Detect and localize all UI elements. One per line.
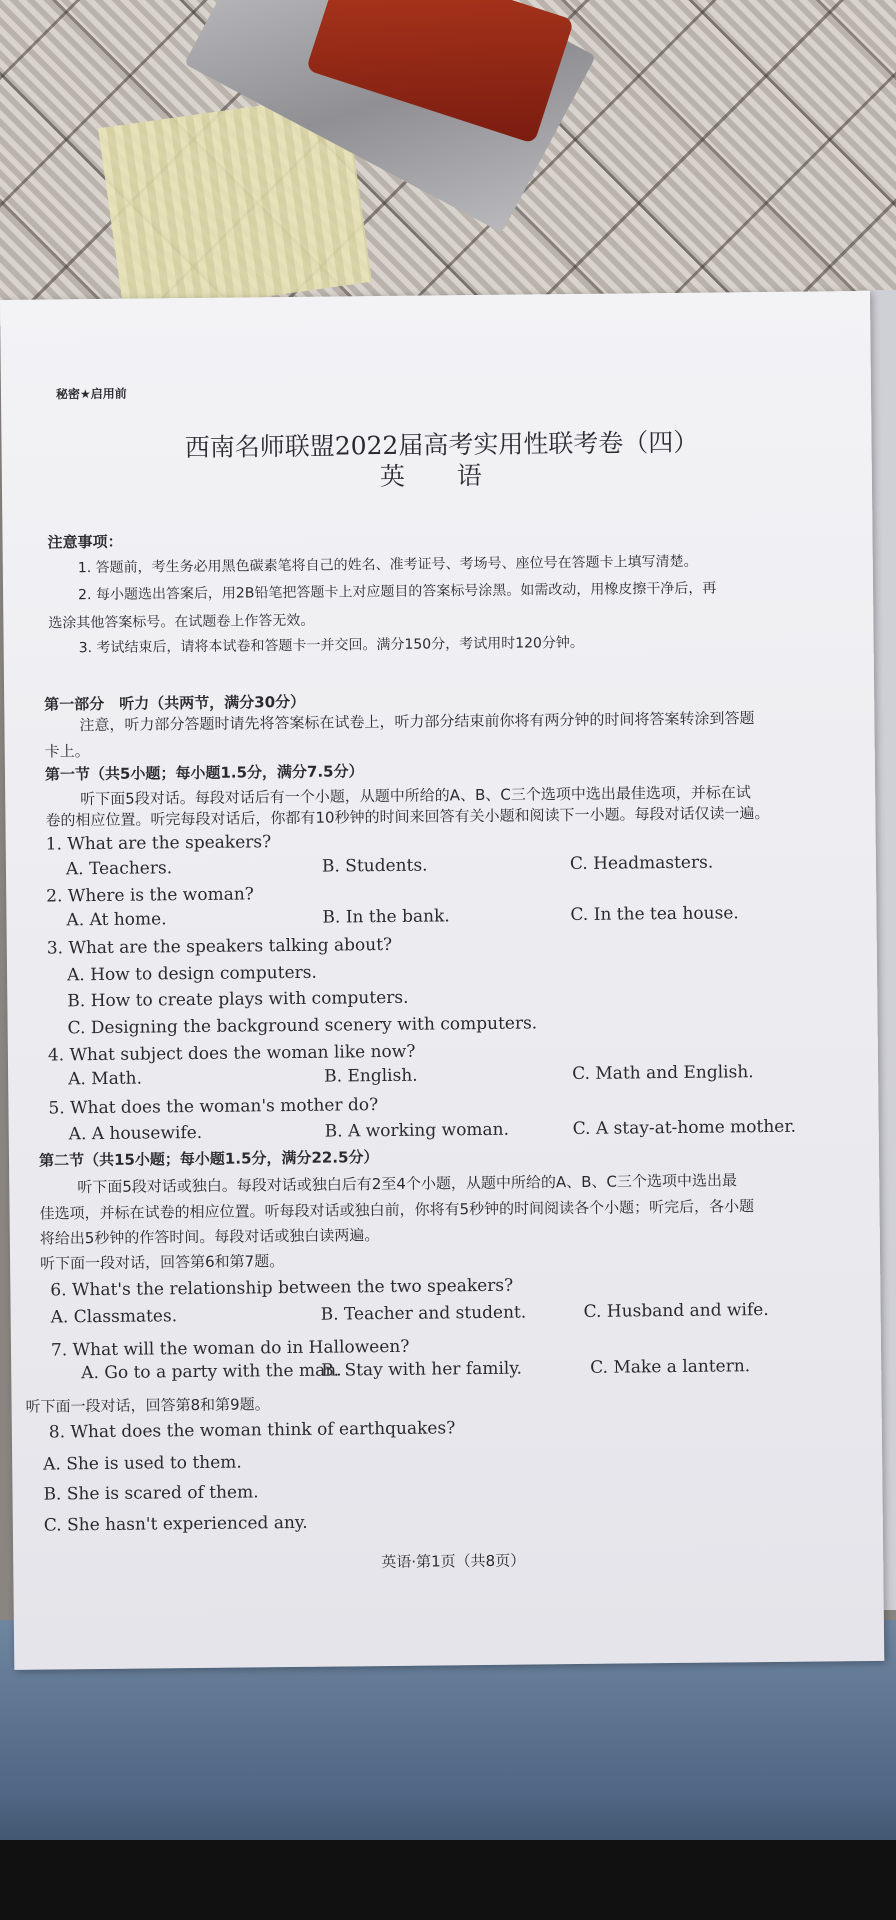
option-a: A. Classmates. [50, 1306, 178, 1328]
notice-item: 1. 答题前，考生务必用黑色碳素笔将自己的姓名、准考证号、考场号、座位号在答题卡上填写清楚。 [77, 553, 698, 577]
option-c: C. In the tea house. [570, 903, 739, 926]
notice-item: 2. 每小题选出答案后，用2B铅笔把答题卡上对应题目的答案标号涂黑。如需改动，用橡皮擦干净后，再 [78, 580, 717, 604]
section2-instructions: 将给出5秒钟的作答时间。每段对话或独白读两遍。 [39, 1226, 380, 1248]
notice-item: 选涂其他答案标号。在试题卷上作答无效。 [48, 612, 315, 632]
section2-instructions: 听下面5段对话或独白。每段对话或独白后有2至4个小题，从题中所给的A、B、C三个选项中选出最 [77, 1171, 738, 1197]
part1-note: 卡上。 [44, 742, 90, 761]
question-text: 4. What subject does the woman like now? [47, 1041, 416, 1066]
subject-title: 英 语 [379, 460, 504, 492]
option-c: C. Husband and wife. [583, 1300, 769, 1322]
option-a: A. Go to a party with the man. [81, 1360, 342, 1384]
section2-heading: 第二节（共15小题；每小题1.5分，满分22.5分） [38, 1148, 379, 1170]
option-c: C. A stay-at-home mother. [572, 1116, 797, 1140]
question-text: 2. Where is the woman? [46, 884, 254, 907]
option-b: B. She is scared of them. [43, 1482, 259, 1505]
option-c: C. She hasn't experienced any. [43, 1512, 308, 1536]
option-b: B. Students. [321, 855, 428, 877]
option-a: A. A housewife. [68, 1122, 203, 1145]
part1-note: 注意，听力部分答题时请先将答案标在试卷上，听力部分结束前你将有两分钟的时间将答案转涂到答题 [79, 709, 755, 735]
option-a: A. Math. [68, 1068, 143, 1090]
option-c: C. Math and English. [572, 1062, 754, 1085]
page-title: 西南名师联盟2022届高考实用性联考卷（四） [184, 427, 699, 463]
option-a: A. She is used to them. [43, 1452, 242, 1475]
option-c: C. Make a lantern. [590, 1356, 751, 1378]
option-b: B. A working woman. [324, 1119, 510, 1142]
question-text: 1. What are the speakers? [45, 832, 272, 855]
section1-instructions: 听下面5段对话。每段对话后有一个小题，从题中所给的A、B、C三个选项中选出最佳选项，并标在试 [80, 783, 751, 809]
notice-item: 3. 考试结束后，请将本试卷和答题卡一并交回。满分150分，考试用时120分钟。 [78, 634, 584, 657]
question-text: 3. What are the speakers talking about? [46, 934, 393, 959]
option-a: A. How to design computers. [66, 962, 317, 986]
section2-instructions: 佳选项，并标在试卷的相应位置。听每段对话或独白前，你将有5秒钟的时间阅读各个小题；听完后，各小题 [39, 1197, 755, 1223]
lead-q6-7: 听下面一段对话，回答第6和第7题。 [39, 1252, 285, 1273]
option-a: A. Teachers. [65, 858, 173, 880]
section1-instructions: 卷的相应位置。听完每段对话后，你都有10秒钟的时间来回答有关小题和阅读下一小题。每段对话仅读一遍。 [45, 803, 770, 830]
question-text: 6. What's the relationship between the two speakers? [50, 1275, 514, 1301]
dark-floor [0, 1840, 896, 1920]
confidential-label: 秘密★启用前 [55, 386, 127, 402]
exam-paper [0, 291, 884, 1670]
notice-heading: 注意事项： [47, 532, 123, 552]
question-text: 7. What will the woman do in Halloween? [50, 1336, 410, 1361]
option-b: B. English. [324, 1065, 418, 1087]
question-text: 5. What does the woman's mother do? [48, 1095, 379, 1119]
option-a: A. At home. [66, 909, 167, 931]
option-c: C. Headmasters. [569, 852, 714, 875]
option-c: C. Designing the background scenery with computers. [67, 1013, 538, 1039]
option-b: B. Stay with her family. [321, 1358, 523, 1381]
option-b: B. In the bank. [322, 906, 450, 928]
page-footer: 英语·第1页（共8页） [381, 1551, 526, 1572]
option-b: B. Teacher and student. [320, 1302, 527, 1325]
lead-q8-9: 听下面一段对话，回答第8和第9题。 [25, 1395, 270, 1416]
option-b: B. How to create plays with computers. [67, 987, 409, 1012]
part1-heading: 第一部分 听力（共两节，满分30分） [44, 692, 306, 714]
question-text: 8. What does the woman think of earthquakes? [48, 1418, 456, 1443]
section1-heading: 第一节（共5小题；每小题1.5分，满分7.5分） [44, 762, 364, 784]
